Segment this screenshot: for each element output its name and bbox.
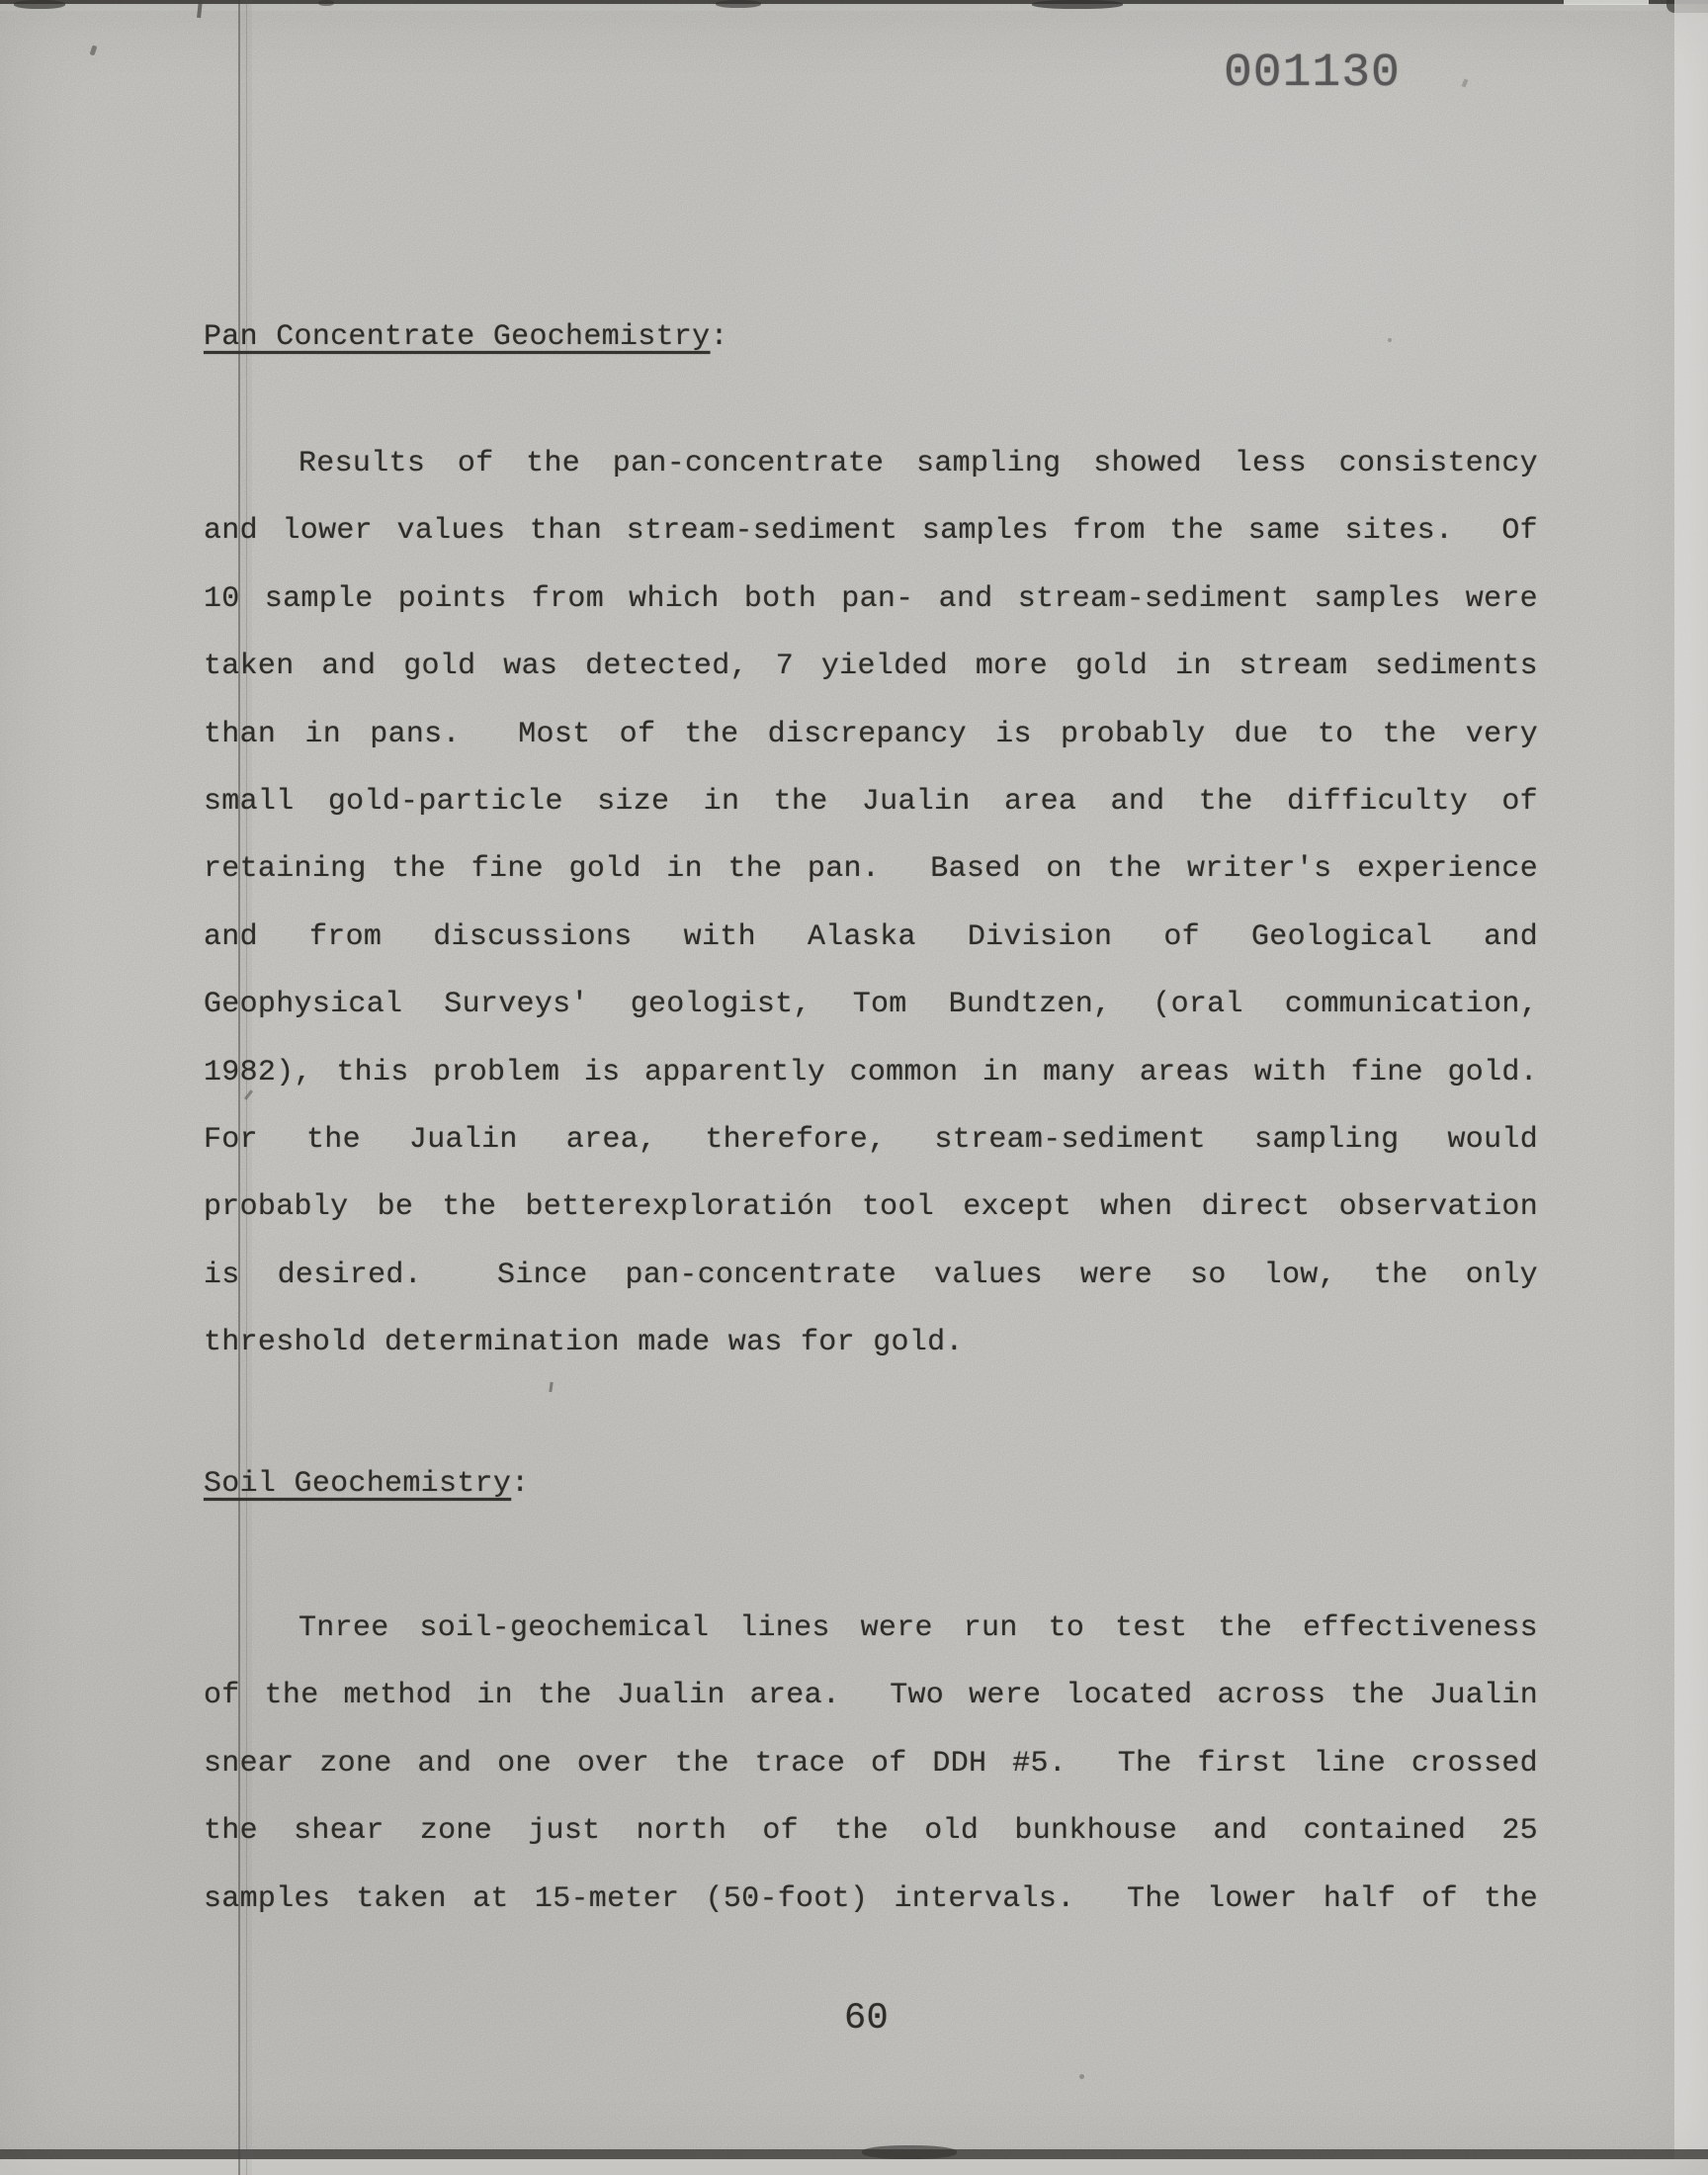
paragraph-line: Geophysical Surveys' geologist, Tom Bundtzen, (oral communication, (204, 988, 1538, 1022)
scan-artifact-top-notch (1564, 0, 1649, 5)
scan-artifact-top-blob (14, 0, 65, 9)
section-heading-pan-concentrate-geochemistry (204, 322, 728, 352)
paragraph-line: and lower values than stream-sediment samples from the same sites. Of (204, 514, 1538, 549)
paragraph-line: small gold-particle size in the Jualin area and the difficulty of (204, 784, 1538, 819)
paragraph-line: and from discussions with Alaska Division of Geological and (204, 919, 1538, 954)
paragraph-line: snear zone and one over the trace of DDH #5. The first line crossed (204, 1746, 1538, 1781)
scan-artifact-top-blob (1032, 0, 1123, 9)
paragraph-line: For the Jualin area, therefore, stream-sediment sampling would (204, 1122, 1538, 1157)
paragraph-line: samples taken at 15-meter (50-foot) intervals. The lower half of the (204, 1881, 1538, 1916)
ink-speck (1388, 338, 1392, 342)
paragraph-line: 1982), this problem is apparently common in many areas with fine gold. (204, 1055, 1538, 1089)
ink-speck (90, 44, 98, 55)
heading-colon: : (511, 1467, 530, 1501)
paragraph-line: taken and gold was detected, 7 yielded more gold in stream sediments (204, 650, 1538, 684)
paragraph-pan-concentrate (204, 430, 1538, 1376)
ink-speck (549, 1382, 553, 1392)
ink-speck (1462, 79, 1469, 88)
document-number-stamp: 001130 (1224, 46, 1401, 100)
paragraph-line: is desired. Since pan-concentrate values were so low, the only (204, 1258, 1538, 1292)
scan-artifact-bottom-edge (0, 2149, 1708, 2159)
heading-text: Pan Concentrate Geochemistry (204, 320, 711, 354)
paragraph-line: of the method in the Jualin area. Two were located across the Jualin (204, 1679, 1538, 1713)
scan-artifact-right-edge (1674, 0, 1708, 2175)
paragraph-soil-geochemistry (204, 1595, 1538, 1933)
paragraph-line: than in pans. Most of the discrepancy is probably due to the very (204, 717, 1538, 751)
scan-artifact-top-blob (716, 0, 761, 8)
scan-artifact-bottom-strip (0, 2159, 1708, 2175)
ink-speck (1079, 2074, 1084, 2079)
scan-artifact-top-blob (318, 0, 334, 6)
paragraph-line: probably be the betterexploratión tool except when direct observation (204, 1190, 1538, 1225)
paragraph-line: retaining the fine gold in the pan. Based on the writer's experience (204, 852, 1538, 887)
scan-artifact-bottom-blob (862, 2145, 957, 2159)
heading-colon: : (710, 320, 728, 354)
paragraph-line: Tnree soil-geochemical lines were run to test the effectiveness (299, 1611, 1538, 1645)
paragraph-line: Results of the pan-concentrate sampling showed less consistency (299, 447, 1538, 480)
scan-artifact-top-edge-light (0, 4, 1708, 11)
section-heading-soil-geochemistry (204, 1469, 529, 1499)
paragraph-line: threshold determination made was for gold. (204, 1326, 964, 1360)
paragraph-line: 10 sample points from which both pan- and stream-sediment samples were (204, 581, 1538, 616)
page-number: 60 (844, 1998, 890, 2040)
heading-text: Soil Geochemistry (204, 1467, 512, 1501)
paragraph-line: the shear zone just north of the old bunkhouse and contained 25 (204, 1814, 1538, 1849)
